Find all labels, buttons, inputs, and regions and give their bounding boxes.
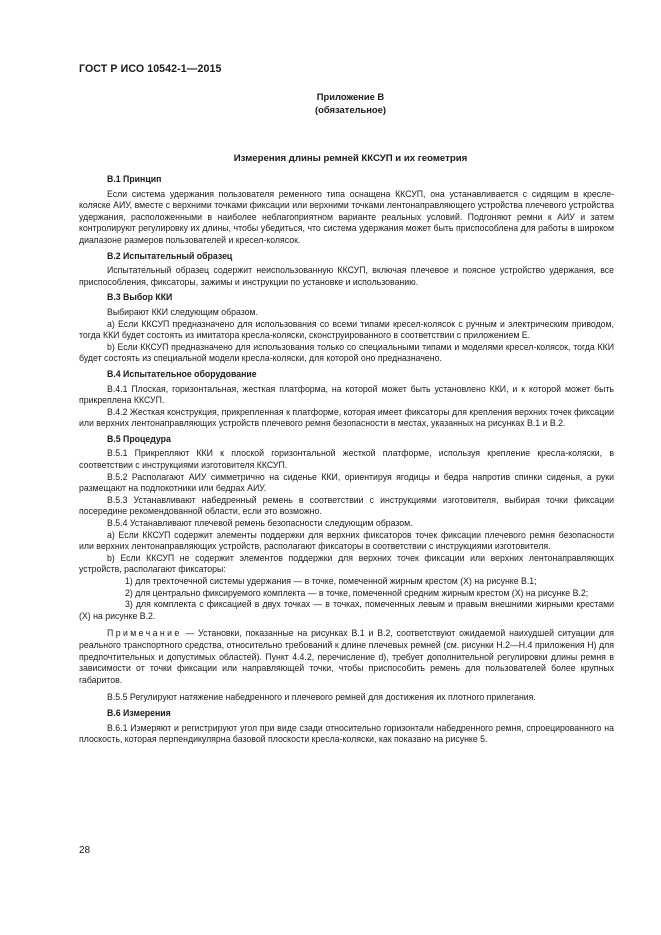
paragraph: В.6.1 Измеряют и регистрируют угол при виде сзади относительно горизонтали набедренного ремня, спроецированного на плоскость, которая перпендикулярна базовой плоскости кресла-коляски, как показано на рисунке 5. [79, 722, 614, 745]
sub-list-item: 1) для трехточечной системы удержания — в точке, помеченной жирным крестом (X) на рисунке В.1; [125, 576, 537, 586]
appendix-label: Приложение В [316, 91, 385, 102]
note-text: — Установки, показанные на рисунках В.1 и В.2, соответствуют ожидаемой наихудшей ситуации для реального транспортного средства, относительно требований к длине плечевых ремней (см. рисунки Н.2—Н.4 приложения Н) для предпочтительных и допустимых областей). Пункт 4.4.2, перечисление d), требует дополнительной регулировки длины ремня в зависимости от точки фиксации или направляющей точки, чтобы приспособить ремень для пользователей более крупных габаритов. [79, 628, 614, 685]
appendix-title: Измерения длины ремней ККСУП и их геометрия [233, 153, 468, 164]
list-item: b) Если ККСУП не содержит элементов поддержки для верхних точек фиксации или верхних лентонаправляющих устройств, располагают фиксаторы: [79, 552, 614, 575]
paragraph: Если система удержания пользователя ременного типа оснащена ККСУП, она устанавливается с сидящим в кресле-коляске АИУ, вместе с верхними точками фиксации или верхними точками лентонаправляющего устройства плечевого устройства удержания, расположенными в наиболее неблагоприятном варианте реальных условий. Подгоняют ремни к АИУ и затем контролируют регулировку их длины, чтобы убедиться, что система удержания может быть приспособлена для работы в широком диапазоне размеров пользователей и кресел-колясок. [79, 188, 614, 245]
section-heading-b1: В.1 Принцип [107, 174, 162, 184]
section-heading-b5: В.5 Процедура [107, 433, 171, 444]
note-label: Примечание [107, 628, 182, 639]
paragraph: Испытательный образец содержит неиспользованную ККСУП, включая плечевое и поясное устройство удержания, все приспособления, фиксаторы, зажимы и инструкции по установке и использованию. [79, 265, 614, 287]
document-header: ГОСТ Р ИСО 10542-1—2015 [79, 63, 222, 75]
section-heading-b6: В.6 Измерения [107, 707, 171, 718]
page-number: 28 [79, 845, 91, 856]
sub-list-item: 2) для центрально фиксируемого комплекта — в точке, помеченной средним жирным крестом (X) на рисунке В.2; [125, 587, 589, 598]
document-body [79, 170, 614, 746]
section-heading-b3: В.3 Выбор ККИ [107, 292, 173, 303]
section-heading-b4: В.4 Испытательное оборудование [107, 368, 257, 379]
paragraph: В.5.5 Регулируют натяжение набедренного и плечевого ремней для достижения их плотного прилегания. [107, 692, 536, 703]
paragraph: В.5.1 Прикрепляют ККИ к плоской горизонтальной жесткой платформе, используя крепление кресла-коляски, в соответствии с инструкциями изготовителя ККСУП. [79, 448, 614, 471]
paragraph: В.4.1 Плоская, горизонтальная, жесткая платформа, на которой может быть установлено ККИ, и к которой может быть прикреплена ККСУП. [79, 383, 614, 406]
paragraph: Выбирают ККИ следующим образом. [107, 306, 258, 317]
list-item: b) Если ККСУП предназначено для использования только со специальными типами и моделями кресел-колясок, тогда ККИ будет состоять из специальной модели кресла-коляски, для которой оно предназначено. [79, 341, 614, 364]
appendix-heading [0, 91, 661, 116]
list-item: а) Если ККСУП содержит элементы поддержки для верхних фиксаторов точек фиксации плечевого ремня безопасности или верхних лентонаправляющих устройств, располагают фиксаторы в соответствии с инструкциями изготовителя. [79, 529, 614, 552]
list-item: а) Если ККСУП предназначено для использования со всеми типами кресел-колясок с ручным и электрическим приводом, тогда ККИ будет состоять из имитатора кресла-коляски, сконструированного в соответствии с приложением Е. [79, 318, 614, 341]
appendix-status: (обязательное) [315, 103, 386, 115]
paragraph: В.5.2 Располагают АИУ симметрично на сиденье ККИ, ориентируя ягодицы и бедра напротив спинки сиденья, а руки размещают на подлокотники или бедрах АИУ. [79, 471, 614, 494]
paragraph: В.4.2 Жесткая конструкция, прикрепленная к платформе, которая имеет фиксаторы для крепления верхних точек фиксации или верхних лентонаправляющих устройств плечевого ремня безопасности в местах, указанных на рисунках В.1 и В.2. [79, 406, 614, 429]
note [79, 628, 614, 686]
sub-list-item: 3) для комплекта с фиксацией в двух точках — в точках, помеченных левым и правым внешними жирными крестами (X) на рисунке В.2. [79, 599, 614, 621]
paragraph: В.5.4 Устанавливают плечевой ремень безопасности следующим образом. [107, 518, 413, 529]
paragraph: В.5.3 Устанавливают набедренный ремень в соответствии с инструкциями изготовителя, выбирая точки фиксации посередине рекомендованной области, если это возможно. [79, 494, 614, 517]
section-heading-b2: В.2 Испытательный образец [107, 250, 233, 261]
